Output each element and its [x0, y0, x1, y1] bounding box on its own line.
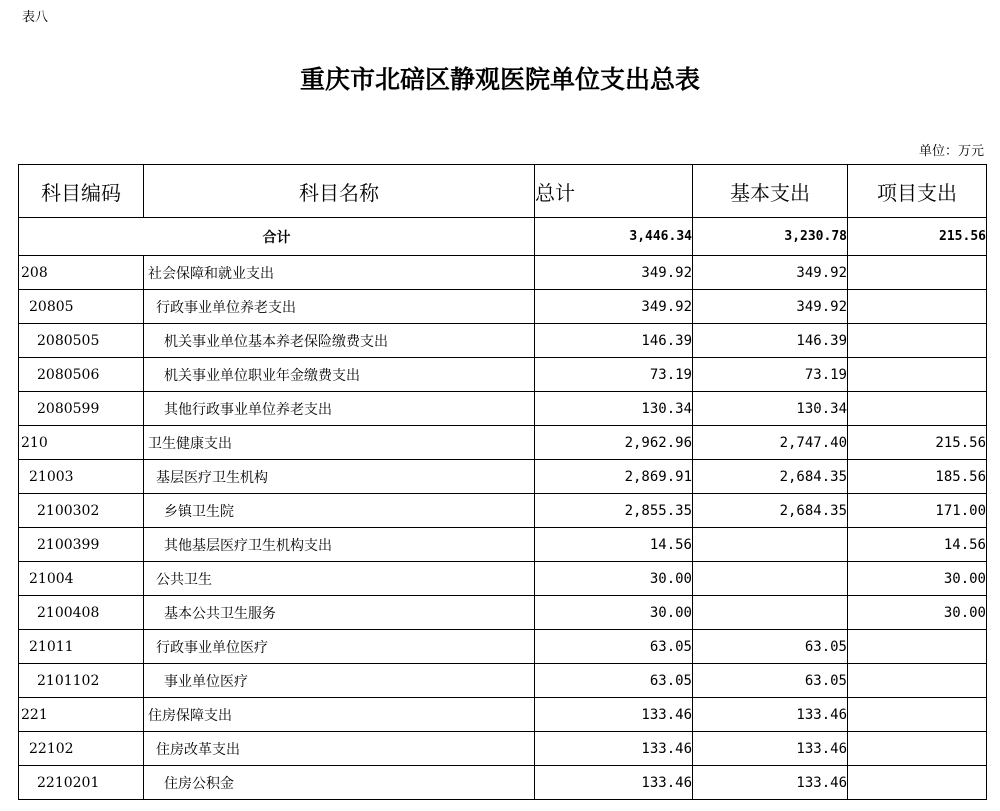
row-code: 21004	[19, 562, 144, 596]
row-project	[848, 290, 987, 324]
header-project: 项目支出	[848, 165, 987, 218]
table-row	[19, 630, 987, 664]
row-project	[848, 324, 987, 358]
header-row	[19, 165, 987, 218]
row-total: 14.56	[535, 528, 693, 562]
row-basic: 2,684.35	[693, 494, 848, 528]
row-name: 行政事业单位养老支出	[144, 290, 535, 324]
row-name: 卫生健康支出	[144, 426, 535, 460]
row-code: 2101102	[19, 664, 144, 698]
row-total: 2,855.35	[535, 494, 693, 528]
row-total: 2,962.96	[535, 426, 693, 460]
total-row	[19, 218, 987, 256]
row-code: 2100399	[19, 528, 144, 562]
table-row	[19, 494, 987, 528]
row-basic	[693, 562, 848, 596]
row-basic	[693, 528, 848, 562]
row-name: 住房公积金	[144, 766, 535, 800]
row-name: 行政事业单位医疗	[144, 630, 535, 664]
expenditure-table	[18, 164, 987, 800]
table-row	[19, 596, 987, 630]
row-code: 21011	[19, 630, 144, 664]
row-project	[848, 664, 987, 698]
row-basic: 130.34	[693, 392, 848, 426]
table-row	[19, 562, 987, 596]
row-name: 其他行政事业单位养老支出	[144, 392, 535, 426]
row-total: 146.39	[535, 324, 693, 358]
row-basic: 349.92	[693, 256, 848, 290]
row-name: 社会保障和就业支出	[144, 256, 535, 290]
row-basic: 63.05	[693, 630, 848, 664]
row-code: 20805	[19, 290, 144, 324]
row-project: 185.56	[848, 460, 987, 494]
row-total: 133.46	[535, 766, 693, 800]
row-code: 221	[19, 698, 144, 732]
header-basic: 基本支出	[693, 165, 848, 218]
row-name: 其他基层医疗卫生机构支出	[144, 528, 535, 562]
row-code: 2100302	[19, 494, 144, 528]
row-code: 2080599	[19, 392, 144, 426]
row-code: 2100408	[19, 596, 144, 630]
row-total: 30.00	[535, 596, 693, 630]
row-total: 133.46	[535, 698, 693, 732]
table-row	[19, 324, 987, 358]
row-project: 14.56	[848, 528, 987, 562]
row-project	[848, 698, 987, 732]
table-row	[19, 426, 987, 460]
row-name: 机关事业单位基本养老保险缴费支出	[144, 324, 535, 358]
row-basic: 63.05	[693, 664, 848, 698]
table-row	[19, 358, 987, 392]
row-project: 215.56	[848, 426, 987, 460]
row-total: 30.00	[535, 562, 693, 596]
row-project	[848, 732, 987, 766]
total-project: 215.56	[848, 218, 987, 256]
row-name: 基本公共卫生服务	[144, 596, 535, 630]
row-project	[848, 256, 987, 290]
row-name: 公共卫生	[144, 562, 535, 596]
row-basic: 349.92	[693, 290, 848, 324]
row-code: 210	[19, 426, 144, 460]
table-tag: 表八	[22, 10, 49, 25]
table-row	[19, 528, 987, 562]
row-name: 基层医疗卫生机构	[144, 460, 535, 494]
row-total: 63.05	[535, 630, 693, 664]
row-project: 30.00	[848, 596, 987, 630]
total-label: 合计	[19, 218, 535, 256]
table-row	[19, 766, 987, 800]
table-row	[19, 392, 987, 426]
total-basic: 3,230.78	[693, 218, 848, 256]
row-basic: 2,684.35	[693, 460, 848, 494]
row-name: 事业单位医疗	[144, 664, 535, 698]
table-row	[19, 664, 987, 698]
row-total: 73.19	[535, 358, 693, 392]
page-title: 重庆市北碚区静观医院单位支出总表	[299, 65, 700, 94]
table-row	[19, 290, 987, 324]
row-basic: 133.46	[693, 732, 848, 766]
row-total: 133.46	[535, 732, 693, 766]
row-total: 349.92	[535, 256, 693, 290]
row-total: 2,869.91	[535, 460, 693, 494]
total-total: 3,446.34	[535, 218, 693, 256]
row-name: 住房保障支出	[144, 698, 535, 732]
row-project: 171.00	[848, 494, 987, 528]
row-code: 208	[19, 256, 144, 290]
row-basic: 146.39	[693, 324, 848, 358]
row-project	[848, 766, 987, 800]
header-total: 总计	[535, 165, 693, 218]
row-basic: 73.19	[693, 358, 848, 392]
row-total: 63.05	[535, 664, 693, 698]
row-basic	[693, 596, 848, 630]
header-code: 科目编码	[19, 165, 144, 218]
row-basic: 133.46	[693, 698, 848, 732]
table-row	[19, 732, 987, 766]
row-total: 349.92	[535, 290, 693, 324]
row-basic: 2,747.40	[693, 426, 848, 460]
row-basic: 133.46	[693, 766, 848, 800]
row-project: 30.00	[848, 562, 987, 596]
row-name: 乡镇卫生院	[144, 494, 535, 528]
row-code: 22102	[19, 732, 144, 766]
row-code: 21003	[19, 460, 144, 494]
header-name: 科目名称	[144, 165, 535, 218]
table-row	[19, 460, 987, 494]
row-total: 130.34	[535, 392, 693, 426]
row-code: 2210201	[19, 766, 144, 800]
row-project	[848, 630, 987, 664]
row-name: 住房改革支出	[144, 732, 535, 766]
row-project	[848, 358, 987, 392]
row-code: 2080506	[19, 358, 144, 392]
row-code: 2080505	[19, 324, 144, 358]
table-row	[19, 256, 987, 290]
row-project	[848, 392, 987, 426]
table-row	[19, 698, 987, 732]
unit-label: 单位：万元	[918, 144, 984, 159]
row-name: 机关事业单位职业年金缴费支出	[144, 358, 535, 392]
